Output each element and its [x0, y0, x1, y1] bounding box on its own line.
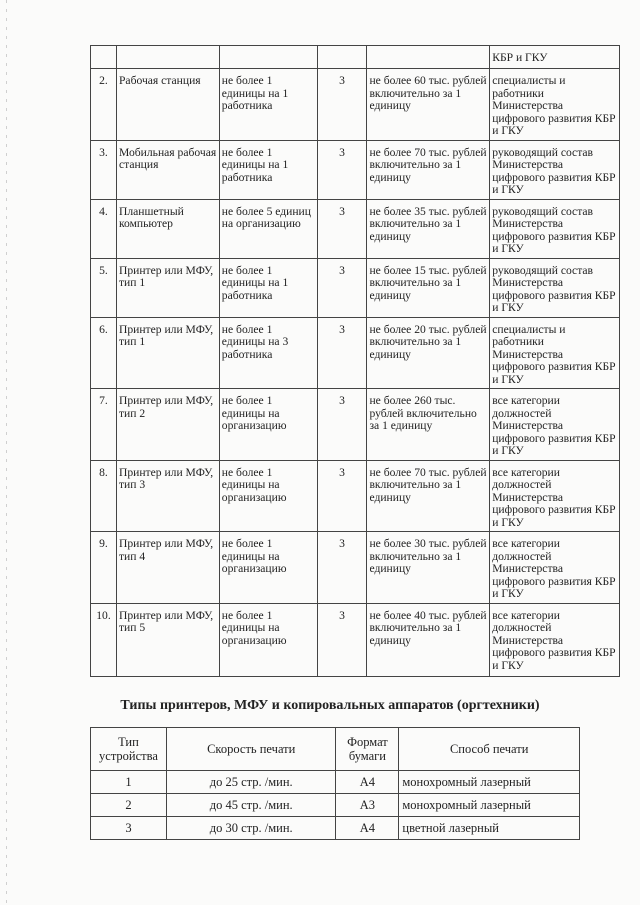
cell-term [317, 46, 367, 69]
cell-price: не более 70 тыс. рублей включительно за 1 единицу [367, 460, 490, 532]
table-row [91, 317, 620, 389]
table-row [91, 258, 620, 317]
cell-device-type: 2 [91, 794, 167, 817]
cell-num: 10. [91, 603, 117, 676]
cell-category: руководящий состав Министерства цифрового развития КБР и ГКУ [490, 258, 620, 317]
cell-norm [219, 46, 317, 69]
table-row [91, 771, 580, 794]
cell-name [116, 46, 219, 69]
cell-price: не более 15 тыс. рублей включительно за 1 единицу [367, 258, 490, 317]
cell-category: руководящий состав Министерства цифрового развития КБР и ГКУ [490, 140, 620, 199]
cell-term: 3 [317, 140, 367, 199]
cell-num: 3. [91, 140, 117, 199]
cell-term: 3 [317, 199, 367, 258]
cell-name: Принтер или МФУ, тип 1 [116, 317, 219, 389]
cell-norm: не более 1 единицы на 1 работника [219, 69, 317, 141]
cell-term: 3 [317, 460, 367, 532]
cell-category: специалисты и работники Министерства цифрового развития КБР и ГКУ [490, 317, 620, 389]
table-row [91, 69, 620, 141]
header-print-method: Способ печати [399, 728, 580, 771]
table-row [91, 140, 620, 199]
cell-price [367, 46, 490, 69]
table-row [91, 603, 620, 676]
cell-norm: не более 1 единицы на 1 работника [219, 258, 317, 317]
cell-name: Принтер или МФУ, тип 1 [116, 258, 219, 317]
cell-norm: не более 1 единицы на организацию [219, 532, 317, 604]
table-header-row [91, 728, 580, 771]
table-row [91, 389, 620, 461]
cell-term: 3 [317, 532, 367, 604]
equipment-norms-table [90, 45, 620, 677]
cell-norm: не более 1 единицы на организацию [219, 460, 317, 532]
cell-price: не более 30 тыс. рублей включительно за 1 единицу [367, 532, 490, 604]
cell-category: все категории должностей Министерства цифрового развития КБР и ГКУ [490, 532, 620, 604]
cell-category: все категории должностей Министерства цифрового развития КБР и ГКУ [490, 603, 620, 676]
table-row [91, 532, 620, 604]
cell-num: 9. [91, 532, 117, 604]
cell-norm: не более 1 единицы на организацию [219, 603, 317, 676]
cell-num [91, 46, 117, 69]
cell-category: руководящий состав Министерства цифрового развития КБР и ГКУ [490, 199, 620, 258]
cell-term: 3 [317, 317, 367, 389]
cell-paper-format: А3 [336, 794, 399, 817]
cell-price: не более 40 тыс. рублей включительно за 1 единицу [367, 603, 490, 676]
cell-print-method: монохромный лазерный [399, 794, 580, 817]
header-print-speed: Скорость печати [166, 728, 336, 771]
cell-device-type: 3 [91, 817, 167, 840]
table-row-continuation [91, 46, 620, 69]
cell-price: не более 60 тыс. рублей включительно за 1 единицу [367, 69, 490, 141]
cell-device-type: 1 [91, 771, 167, 794]
scan-edge-artifact [6, 0, 7, 905]
cell-term: 3 [317, 603, 367, 676]
cell-print-speed: до 30 стр. /мин. [166, 817, 336, 840]
cell-term: 3 [317, 69, 367, 141]
cell-price: не более 20 тыс. рублей включительно за 1 единицу [367, 317, 490, 389]
cell-norm: не более 1 единицы на 1 работника [219, 140, 317, 199]
cell-category: специалисты и работники Министерства цифрового развития КБР и ГКУ [490, 69, 620, 141]
cell-name: Принтер или МФУ, тип 2 [116, 389, 219, 461]
table-row [91, 794, 580, 817]
cell-paper-format: А4 [336, 771, 399, 794]
cell-print-method: монохромный лазерный [399, 771, 580, 794]
cell-name: Планшетный компьютер [116, 199, 219, 258]
cell-print-method: цветной лазерный [399, 817, 580, 840]
header-paper-format: Формат бумаги [336, 728, 399, 771]
cell-name: Принтер или МФУ, тип 3 [116, 460, 219, 532]
cell-num: 8. [91, 460, 117, 532]
cell-price: не более 70 тыс. рублей включительно за 1 единицу [367, 140, 490, 199]
cell-num: 2. [91, 69, 117, 141]
header-device-type: Тип устройства [91, 728, 167, 771]
cell-norm: не более 5 единиц на организацию [219, 199, 317, 258]
cell-category: все категории должностей Министерства цифрового развития КБР и ГКУ [490, 389, 620, 461]
cell-price: не более 260 тыс. рублей включительно за 1 единицу [367, 389, 490, 461]
cell-term: 3 [317, 389, 367, 461]
cell-norm: не более 1 единицы на 3 работника [219, 317, 317, 389]
cell-num: 5. [91, 258, 117, 317]
cell-price: не более 35 тыс. рублей включительно за 1 единицу [367, 199, 490, 258]
cell-name: Принтер или МФУ, тип 5 [116, 603, 219, 676]
table-row [91, 817, 580, 840]
table-row [91, 460, 620, 532]
cell-category: КБР и ГКУ [490, 46, 620, 69]
cell-name: Рабочая станция [116, 69, 219, 141]
cell-print-speed: до 45 стр. /мин. [166, 794, 336, 817]
cell-category: все категории должностей Министерства цифрового развития КБР и ГКУ [490, 460, 620, 532]
cell-num: 6. [91, 317, 117, 389]
section-title: Типы принтеров, МФУ и копировальных аппаратов (оргтехники) [120, 698, 540, 713]
cell-print-speed: до 25 стр. /мин. [166, 771, 336, 794]
printer-types-table [90, 727, 580, 840]
cell-num: 7. [91, 389, 117, 461]
cell-paper-format: А4 [336, 817, 399, 840]
cell-name: Принтер или МФУ, тип 4 [116, 532, 219, 604]
cell-norm: не более 1 единицы на организацию [219, 389, 317, 461]
table-row [91, 199, 620, 258]
cell-num: 4. [91, 199, 117, 258]
cell-term: 3 [317, 258, 367, 317]
cell-name: Мобильная рабочая станция [116, 140, 219, 199]
